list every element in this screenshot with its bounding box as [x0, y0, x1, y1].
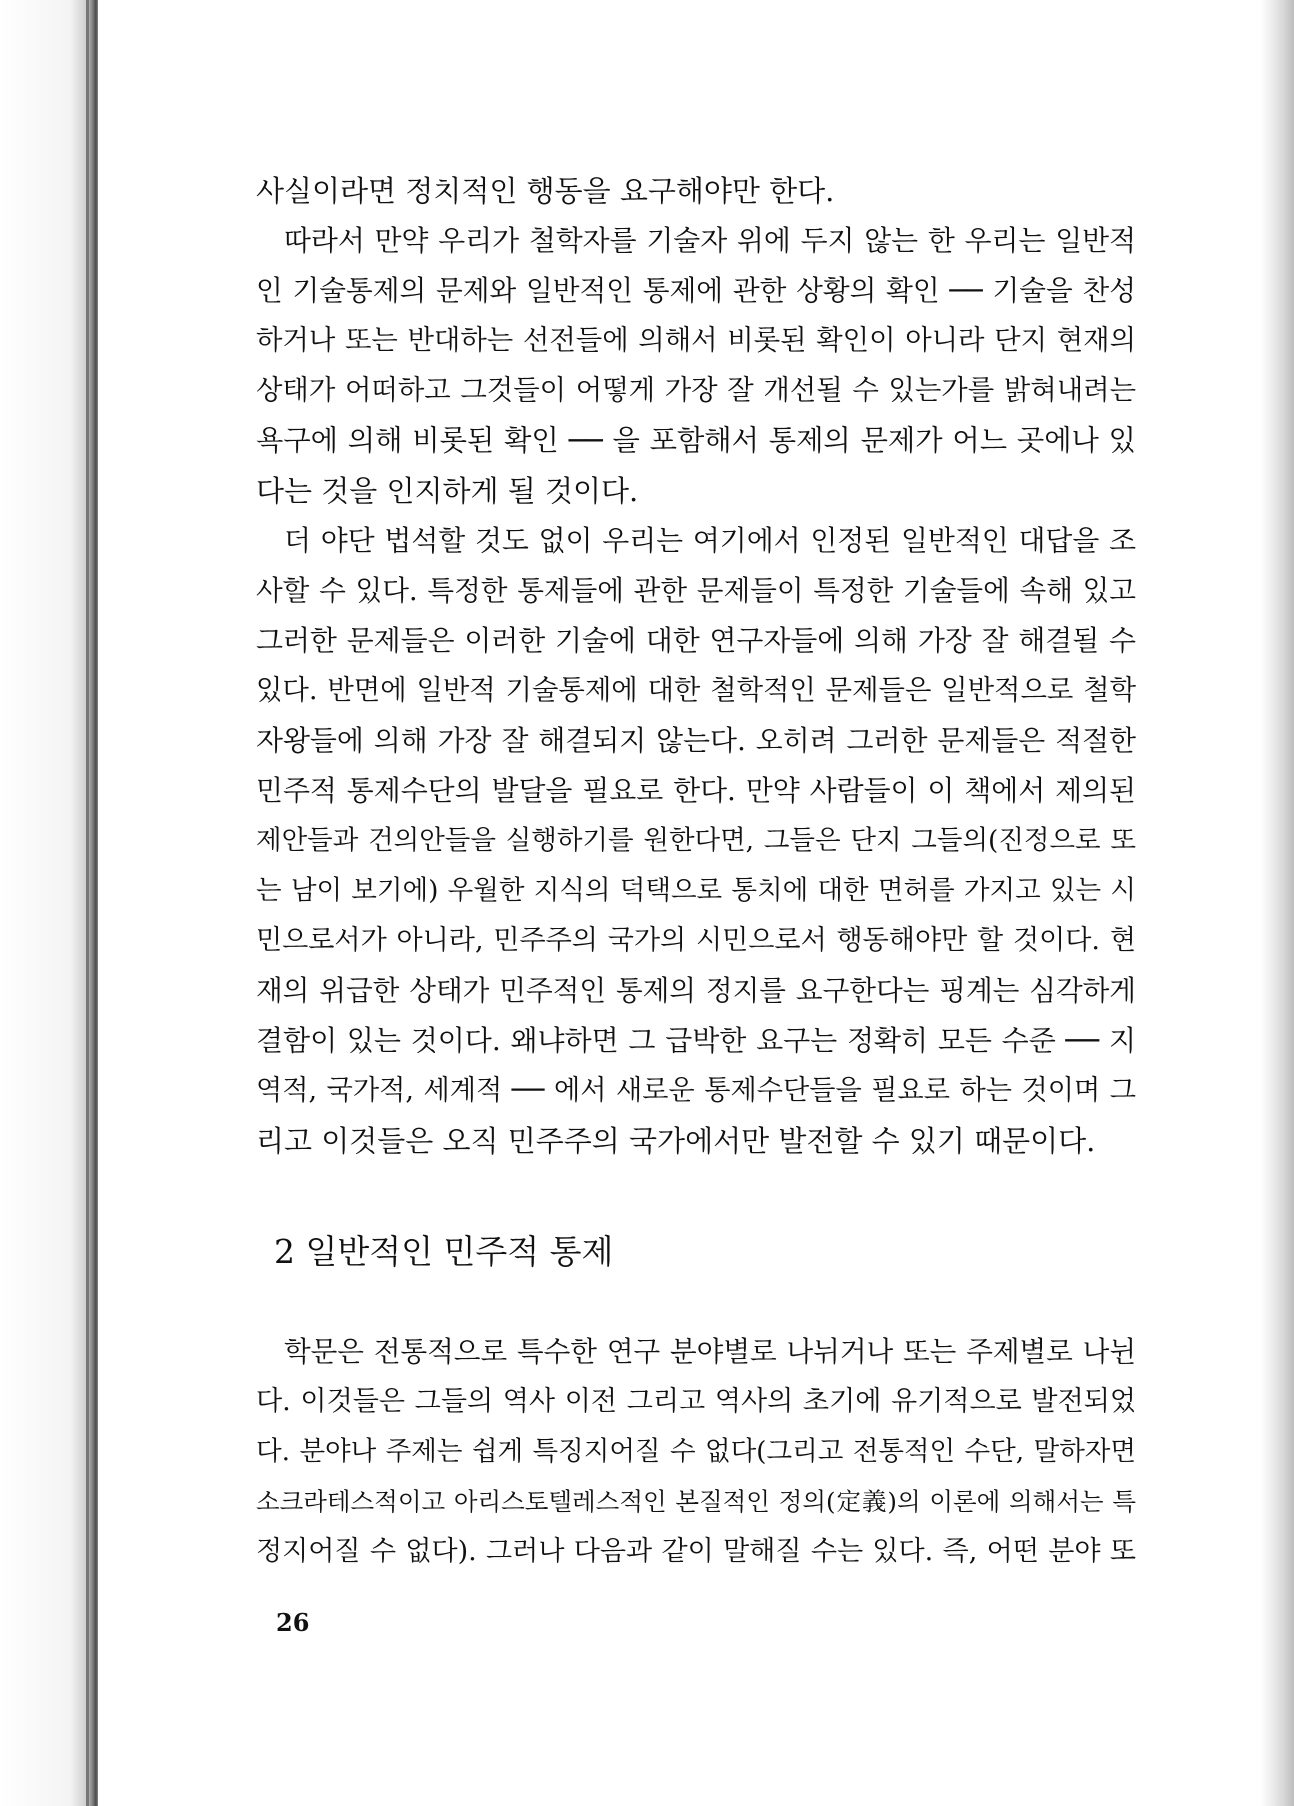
section-heading: 2 일반적인 민주적 통제: [274, 1232, 614, 1271]
text-line: 민으로서가 아니라, 민주주의 국가의 시민으로서 행동해야만 할 것이다. 현: [256, 925, 1136, 956]
text-line: 더 야단 법석할 것도 없이 우리는 여기에서 인정된 일반적인 대답을 조: [284, 524, 1136, 557]
text-line: 소크라테스적이고 아리스토텔레스적인 본질적인 정의(定義)의 이론에 의해서는 특: [256, 1487, 1136, 1516]
text-line: 정지어질 수 없다). 그러나 다음과 같이 말해질 수는 있다. 즉, 어떤 분야 또: [256, 1536, 1136, 1567]
text-line: 재의 위급한 상태가 민주적인 통제의 정지를 요구한다는 핑계는 심각하게: [256, 974, 1136, 1007]
text-line: 제안들과 건의안들을 실행하기를 원한다면, 그들은 단지 그들의(진정으로 또: [256, 825, 1136, 856]
text-line: 결함이 있는 것이다. 왜냐하면 그 급박한 요구는 정확히 모든 수준 ── 지: [256, 1024, 1136, 1057]
spine-line: [86, 0, 89, 1806]
text-line: 다. 분야나 주제는 쉽게 특징지어질 수 없다(그리고 전통적인 수단, 말하자면: [256, 1436, 1136, 1467]
text-line: 다는 것을 인지하게 될 것이다.: [256, 474, 639, 508]
text-line: 있다. 반면에 일반적 기술통제에 대한 철학적인 문제들은 일반적으로 철학: [256, 675, 1136, 706]
text-line: 민주적 통제수단의 발달을 필요로 한다. 만약 사람들이 이 책에서 제의된: [256, 774, 1136, 807]
text-line: 하거나 또는 반대하는 선전들에 의해서 비롯된 확인이 아니라 단지 현재의: [256, 325, 1136, 356]
text-line: 리고 이것들은 오직 민주주의 국가에서만 발전할 수 있기 때문이다.: [256, 1124, 1096, 1158]
page-edge-shadow: [1260, 0, 1294, 1806]
text-line: 인 기술통제의 문제와 일반적인 통제에 관한 상황의 확인 ── 기술을 찬성: [256, 274, 1136, 307]
text-line: 다. 이것들은 그들의 역사 이전 그리고 역사의 초기에 유기적으로 발전되었: [256, 1386, 1136, 1417]
text-line: 는 남이 보기에) 우월한 지식의 덕택으로 통치에 대한 면허를 가지고 있는 시: [256, 875, 1136, 906]
page-number: 26: [276, 1608, 310, 1637]
text-line: 자왕들에 의해 가장 잘 해결되지 않는다. 오히려 그러한 문제들은 적절한: [256, 724, 1136, 757]
body-text-block-top: [256, 166, 1136, 1166]
text-line: 따라서 만약 우리가 철학자를 기술자 위에 두지 않는 한 우리는 일반적: [284, 224, 1136, 257]
book-page: [98, 0, 1260, 1806]
body-text-block-bottom: [256, 1327, 1136, 1577]
text-line: 사실이라면 정치적인 행동을 요구해야만 한다.: [256, 174, 835, 208]
text-line: 역적, 국가적, 세계적 ── 에서 새로운 통제수단들을 필요로 하는 것이며 그: [256, 1075, 1136, 1106]
text-line: 그러한 문제들은 이러한 기술에 대한 연구자들에 의해 가장 잘 해결될 수: [256, 624, 1136, 657]
book-spine-shadow: [0, 0, 98, 1806]
text-line: 사할 수 있다. 특정한 통제들에 관한 문제들이 특정한 기술들에 속해 있고: [256, 574, 1136, 607]
text-line: 욕구에 의해 비롯된 확인 ── 을 포함해서 통제의 문제가 어느 곳에나 있: [256, 424, 1136, 457]
text-line: 상태가 어떠하고 그것들이 어떻게 가장 잘 개선될 수 있는가를 밝혀내려는: [256, 375, 1136, 406]
text-line: 학문은 전통적으로 특수한 연구 분야별로 나뉘거나 또는 주제별로 나뉜: [284, 1335, 1136, 1368]
